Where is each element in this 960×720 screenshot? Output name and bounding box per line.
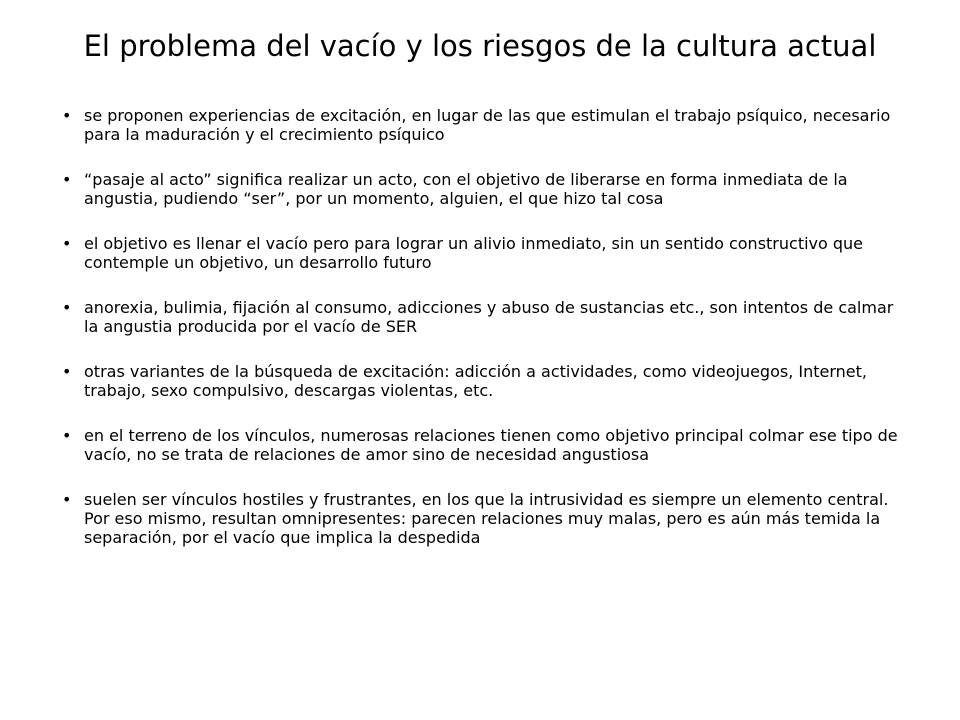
bullet-item [62, 426, 902, 464]
bullet-text: se proponen experiencias de excitación, en lugar de las que estimulan el trabajo psíquico, necesario para la maduración y el crecimiento psíquico [84, 106, 891, 144]
bullet-marker: • [62, 490, 72, 509]
bullet-item [62, 362, 902, 400]
bullet-text: “pasaje al acto” significa realizar un acto, con el objetivo de liberarse en forma inmediata de la angustia, pudiendo “ser”, por un momento, alguien, el que hizo tal cosa [84, 170, 848, 208]
bullet-text: otras variantes de la búsqueda de excitación: adicción a actividades, como videojuegos, Internet, trabajo, sexo compulsivo, descargas violentas, etc. [84, 362, 867, 400]
bullet-text: el objetivo es llenar el vacío pero para lograr un alivio inmediato, sin un sentido constructivo que contemple un objetivo, un desarrollo futuro [84, 234, 864, 272]
bullet-marker: • [62, 106, 72, 125]
bullet-text: en el terreno de los vínculos, numerosas relaciones tienen como objetivo principal colmar ese tipo de vacío, no se trata de relaciones de amor sino de necesidad angustiosa [84, 426, 898, 464]
bullet-marker: • [62, 426, 72, 445]
bullet-marker: • [62, 170, 72, 189]
bullet-marker: • [62, 362, 72, 381]
bullet-item [62, 106, 902, 144]
bullet-marker: • [62, 234, 72, 253]
bullet-text: anorexia, bulimia, fijación al consumo, adicciones y abuso de sustancias etc., son intentos de calmar la angustia producida por el vacío de SER [84, 298, 894, 336]
bullet-item [62, 170, 902, 208]
slide-title: El problema del vacío y los riesgos de la cultura actual [83, 29, 877, 63]
bullet-text: suelen ser vínculos hostiles y frustrantes, en los que la intrusividad es siempre un elemento central. Por eso mismo, resultan omnipresentes: parecen relaciones muy malas, pero es aún más temida la separación, por el vacío que implica la despedida [84, 490, 889, 547]
bullet-list [62, 106, 902, 573]
bullet-item [62, 234, 902, 272]
bullet-item [62, 298, 902, 336]
bullet-item [62, 490, 902, 547]
bullet-marker: • [62, 298, 72, 317]
